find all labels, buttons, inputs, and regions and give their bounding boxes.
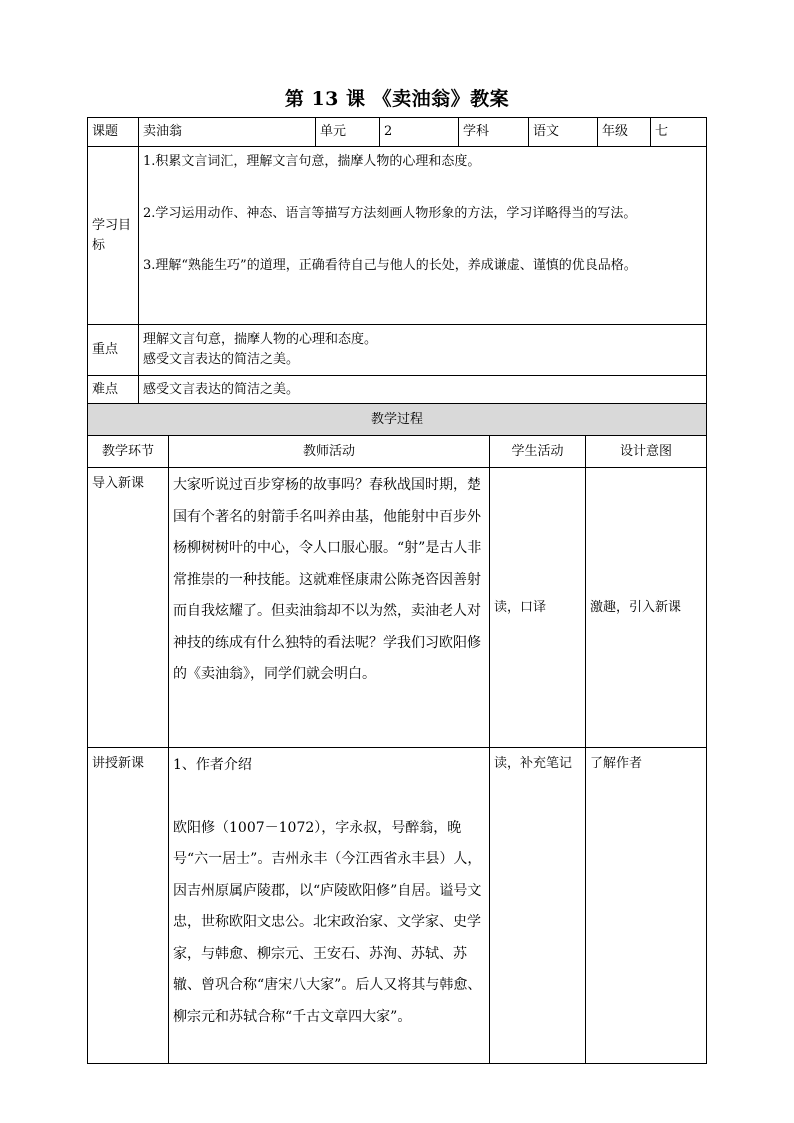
topic-label: 课题 (88, 118, 139, 147)
unit-value: 2 (380, 118, 459, 147)
teacher-activity-cell: 大家听说过百步穿杨的故事吗？春秋战国时期，楚国有个著名的射箭手名叫养由基，他能射中百步外杨柳树树叶的中心，令人口服心服。“射”是古人非常推崇的一种技能。这就难怪康肃公陈尧咨因善射而自我炫耀了。但卖油翁却不以为然，卖油老人对神技的练成有什么独特的看法呢？学我们习欧阳修的《卖油翁》，同学们就会明白。 (169, 468, 490, 748)
stage-cell: 导入新课 (88, 468, 169, 748)
col-intent-header: 设计意图 (586, 436, 707, 468)
student-activity-cell: 读，口译 (490, 468, 586, 748)
page-title: 第 13 课 《卖油翁》教案 (284, 88, 510, 110)
subject-value: 语文 (529, 118, 598, 147)
teacher-activity-heading: 1、作者介绍 (173, 757, 252, 773)
teacher-activity-text: 欧阳修（1007－1072），字永叔，号醉翁，晚号“六一居士”。吉州永丰（今江西省永丰县）人，因吉州原属庐陵郡，以“庐陵欧阳修”自居。谥号文忠，世称欧阳文忠公。北宋政治家、文学家、史学家，与韩愈、柳宗元、王安石、苏洵、苏轼、苏辙、曾巩合称“唐宋八大家”。后人又将其与韩愈、柳宗元和苏轼合称“千古文章四大家”。 (173, 819, 482, 1025)
process-row (88, 748, 707, 1064)
col-stage-header: 教学环节 (88, 436, 169, 468)
student-activity-cell: 读，补充笔记 (490, 748, 586, 1064)
subject-label: 学科 (459, 118, 529, 147)
grade-value: 七 (651, 118, 707, 147)
info-table (87, 117, 707, 404)
topic-value: 卖油翁 (139, 118, 316, 147)
process-table (87, 403, 707, 1064)
key-points-content (139, 325, 707, 376)
objective-item: 1.积累文言词汇，理解文言句意，揣摩人物的心理和态度。 (143, 154, 481, 169)
process-header: 教学过程 (88, 404, 707, 436)
design-intent-cell: 激趣，引入新课 (586, 468, 707, 748)
difficulties-row (88, 376, 707, 404)
objective-item: 3.理解“熟能生巧”的道理，正确看待自己与他人的长处，养成谦虚、谨慎的优良品格。 (143, 258, 637, 273)
objective-item: 2.学习运用动作、神态、语言等描写方法刻画人物形象的方法，学习详略得当的写法。 (143, 206, 637, 221)
key-point-line: 感受文言表达的简洁之美。 (143, 352, 300, 367)
difficulties-label: 难点 (88, 376, 139, 404)
objectives-row (88, 147, 707, 325)
col-student-header: 学生活动 (490, 436, 586, 468)
key-points-label: 重点 (88, 325, 139, 376)
process-header-row (88, 404, 707, 436)
teacher-activity-cell (169, 748, 490, 1064)
col-teacher-header: 教师活动 (169, 436, 490, 468)
objectives-content (139, 147, 707, 325)
process-row (88, 468, 707, 748)
process-column-headers (88, 436, 707, 468)
stage-cell: 讲授新课 (88, 748, 169, 1064)
key-point-line: 理解文言句意，揣摩人物的心理和态度。 (143, 332, 378, 347)
unit-label: 单元 (316, 118, 380, 147)
info-row (88, 118, 707, 147)
design-intent-cell: 了解作者 (586, 748, 707, 1064)
key-points-row (88, 325, 707, 376)
difficulties-content: 感受文言表达的简洁之美。 (139, 376, 707, 404)
grade-label: 年级 (598, 118, 651, 147)
objectives-label: 学习目标 (88, 147, 139, 325)
